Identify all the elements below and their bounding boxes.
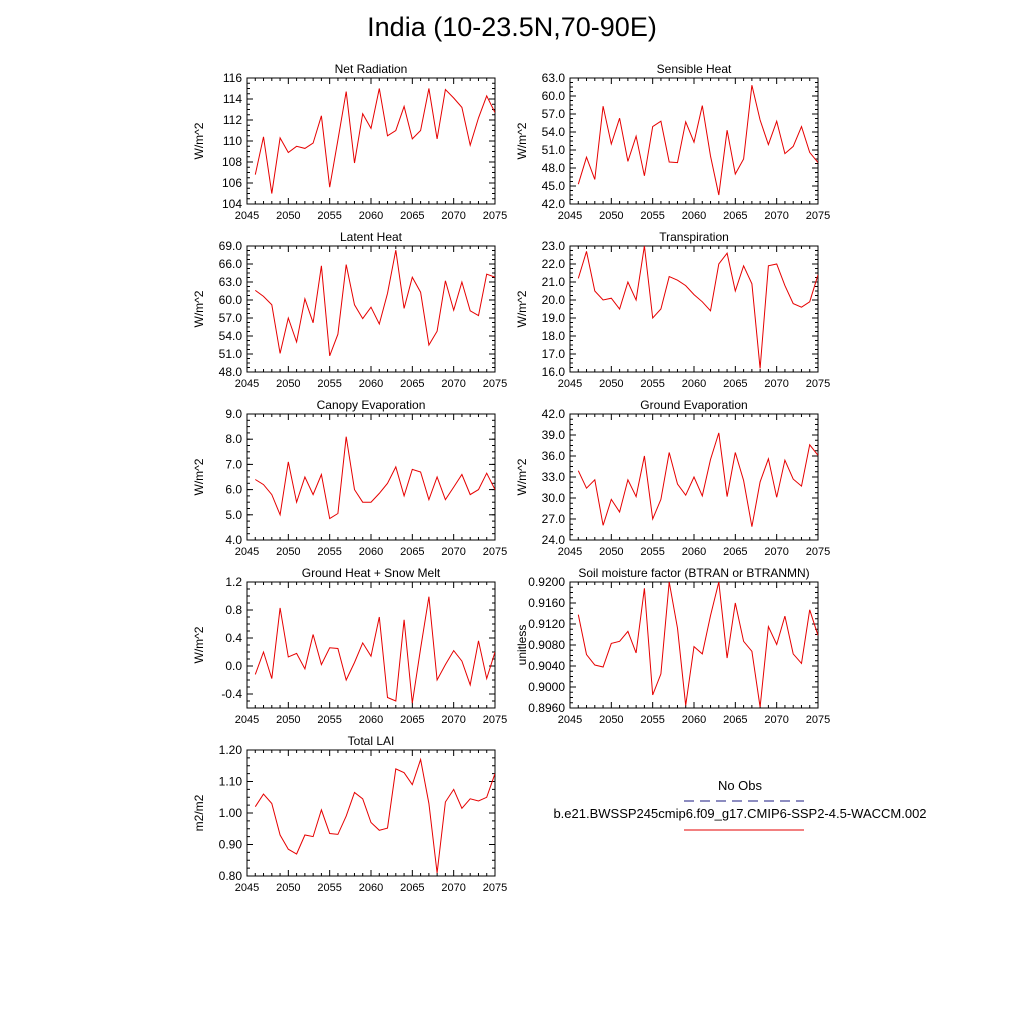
series-line: [255, 597, 495, 703]
x-tick-label: 2060: [358, 714, 384, 726]
y-tick-label: 42.0: [541, 197, 565, 211]
x-tick-label: 2075: [482, 714, 508, 726]
x-tick-label: 2075: [482, 546, 508, 558]
panel-title: Sensible Heat: [656, 62, 732, 76]
panel-8: [515, 566, 830, 726]
x-tick-label: 2070: [764, 210, 789, 222]
y-tick-label: 0.0: [225, 659, 242, 673]
x-tick-label: 2065: [400, 882, 425, 894]
x-tick-label: 2065: [723, 210, 748, 222]
x-tick-label: 2070: [441, 378, 466, 390]
y-tick-label: 18.0: [541, 329, 565, 343]
x-tick-label: 2045: [234, 378, 260, 390]
y-tick-label: 1.2: [225, 575, 242, 589]
plot-frame: [247, 78, 495, 204]
panel-title: Transpiration: [659, 230, 729, 244]
x-tick-label: 2050: [276, 714, 301, 726]
y-tick-label: 51.0: [541, 143, 565, 157]
x-tick-label: 2075: [805, 210, 831, 222]
y-tick-label: 54.0: [218, 329, 242, 343]
panel-2: [515, 62, 830, 222]
y-tick-label: 6.0: [225, 482, 242, 497]
y-tick-label: 0.9120: [528, 617, 565, 631]
series-line: [578, 246, 818, 368]
x-tick-label: 2055: [317, 714, 342, 726]
y-tick-label: 110: [222, 134, 242, 148]
x-tick-label: 2045: [557, 714, 583, 726]
y-tick-label: 1.20: [218, 743, 242, 757]
series-line: [578, 582, 818, 707]
series-line: [578, 85, 818, 195]
x-tick-label: 2055: [640, 378, 665, 390]
y-tick-label: 9.0: [225, 407, 242, 421]
x-tick-label: 2050: [276, 378, 301, 390]
y-tick-label: 22.0: [541, 257, 565, 271]
panel-3: [192, 230, 507, 390]
y-tick-label: 48.0: [218, 365, 242, 379]
x-tick-label: 2045: [234, 210, 260, 222]
figure-title: India (10-23.5N,70-90E): [367, 12, 657, 42]
y-tick-label: 66.0: [218, 257, 242, 271]
y-tick-label: 39.0: [541, 428, 565, 442]
x-tick-label: 2050: [276, 210, 301, 222]
series-line: [255, 437, 495, 519]
plot-frame: [247, 246, 495, 372]
y-tick-label: 60.0: [218, 293, 242, 307]
x-tick-label: 2075: [805, 714, 831, 726]
y-tick-label: 54.0: [541, 125, 565, 139]
x-tick-label: 2065: [723, 378, 748, 390]
x-tick-label: 2075: [805, 378, 831, 390]
plot-frame: [247, 582, 495, 708]
x-tick-label: 2060: [358, 210, 384, 222]
y-tick-label: 7.0: [225, 457, 242, 472]
x-tick-label: 2045: [234, 882, 260, 894]
plot-frame: [570, 582, 818, 708]
x-tick-label: 2060: [358, 882, 384, 894]
y-tick-label: 0.9160: [528, 596, 565, 610]
y-tick-label: 0.4: [225, 631, 242, 645]
x-tick-label: 2065: [400, 714, 425, 726]
y-tick-label: 57.0: [218, 311, 242, 325]
panel-title: Ground Evaporation: [640, 398, 748, 412]
y-axis-label: W/m^2: [515, 290, 529, 328]
plot-frame: [570, 246, 818, 372]
x-tick-label: 2050: [599, 546, 624, 558]
y-tick-label: 8.0: [225, 432, 242, 447]
y-tick-label: -0.4: [221, 687, 242, 701]
x-tick-label: 2055: [317, 882, 342, 894]
y-axis-label: W/m^2: [192, 290, 206, 328]
y-tick-label: 63.0: [218, 275, 242, 289]
panel-title: Canopy Evaporation: [316, 398, 426, 412]
y-tick-label: 27.0: [541, 512, 565, 526]
y-tick-label: 21.0: [541, 275, 565, 289]
y-tick-label: 0.90: [218, 837, 242, 852]
x-tick-label: 2055: [317, 546, 342, 558]
x-tick-label: 2045: [234, 546, 260, 558]
y-tick-label: 63.0: [541, 71, 565, 85]
y-axis-label: W/m^2: [192, 122, 206, 160]
panel-1: [192, 62, 507, 222]
x-tick-label: 2060: [681, 714, 707, 726]
x-tick-label: 2050: [276, 546, 301, 558]
panel-title: Net Radiation: [334, 62, 408, 76]
x-tick-label: 2060: [681, 378, 707, 390]
y-tick-label: 0.8: [225, 603, 242, 617]
y-tick-label: 0.9040: [528, 659, 565, 673]
panel-title: Soil moisture factor (BTRAN or BTRANMN): [578, 566, 810, 580]
y-tick-label: 48.0: [541, 161, 565, 175]
x-tick-label: 2050: [599, 378, 624, 390]
x-tick-label: 2070: [441, 714, 466, 726]
x-tick-label: 2050: [599, 714, 624, 726]
x-tick-label: 2055: [640, 546, 665, 558]
series-line: [255, 760, 495, 873]
y-tick-label: 0.8960: [528, 701, 565, 715]
y-tick-label: 106: [221, 176, 242, 190]
y-tick-label: 24.0: [541, 533, 565, 547]
plot-frame: [247, 750, 495, 876]
panel-title: Ground Heat + Snow Melt: [301, 566, 441, 580]
panel-5: [192, 398, 507, 558]
y-tick-label: 116: [222, 71, 242, 85]
x-tick-label: 2055: [640, 714, 665, 726]
y-tick-label: 1.00: [218, 806, 242, 820]
panel-title: Latent Heat: [339, 230, 403, 244]
y-tick-label: 0.9200: [528, 575, 565, 589]
x-tick-label: 2070: [441, 546, 466, 558]
y-tick-label: 17.0: [541, 347, 565, 361]
y-tick-label: 23.0: [541, 239, 565, 253]
panel-title: Total LAI: [347, 734, 395, 748]
x-tick-label: 2060: [358, 546, 384, 558]
panel-4: [515, 230, 830, 390]
x-tick-label: 2045: [557, 210, 583, 222]
x-tick-label: 2070: [764, 714, 789, 726]
x-tick-label: 2070: [764, 378, 789, 390]
y-tick-label: 108: [221, 155, 242, 169]
x-tick-label: 2045: [234, 714, 260, 726]
series-line: [255, 250, 495, 356]
y-tick-label: 60.0: [541, 89, 565, 103]
x-tick-label: 2050: [599, 210, 624, 222]
x-tick-label: 2065: [723, 714, 748, 726]
y-tick-label: 45.0: [541, 179, 565, 193]
y-tick-label: 19.0: [541, 311, 565, 325]
y-tick-label: 20.0: [541, 293, 565, 307]
x-tick-label: 2070: [764, 546, 789, 558]
y-tick-label: 33.0: [541, 470, 565, 484]
series-line: [255, 89, 495, 194]
y-axis-label: W/m^2: [192, 458, 206, 496]
y-tick-label: 16.0: [541, 365, 565, 379]
x-tick-label: 2045: [557, 378, 583, 390]
y-axis-label: W/m^2: [192, 626, 206, 664]
panel-6: [515, 398, 830, 558]
y-tick-label: 0.9080: [528, 638, 565, 652]
y-axis-label: m2/m2: [192, 794, 206, 832]
x-tick-label: 2045: [557, 546, 583, 558]
x-tick-label: 2060: [681, 210, 707, 222]
y-axis-label: W/m^2: [515, 122, 529, 160]
x-tick-label: 2050: [276, 882, 301, 894]
x-tick-label: 2075: [805, 546, 831, 558]
y-tick-label: 4.0: [225, 533, 242, 547]
y-tick-label: 69.0: [218, 239, 242, 253]
series-line: [578, 433, 818, 527]
y-tick-label: 1.10: [218, 774, 242, 789]
x-tick-label: 2065: [400, 210, 425, 222]
y-tick-label: 51.0: [218, 347, 242, 361]
legend-obs-label: No Obs: [717, 778, 763, 793]
y-tick-label: 5.0: [225, 507, 242, 522]
y-tick-label: 114: [222, 92, 242, 106]
y-tick-label: 104: [221, 197, 242, 211]
y-tick-label: 36.0: [541, 449, 565, 463]
x-tick-label: 2060: [681, 546, 707, 558]
y-axis-label: W/m^2: [515, 458, 529, 496]
y-tick-label: 57.0: [541, 107, 565, 121]
y-tick-label: 30.0: [541, 491, 565, 505]
x-tick-label: 2075: [482, 882, 508, 894]
panel-7: [192, 566, 507, 726]
x-tick-label: 2075: [482, 378, 508, 390]
y-tick-label: 0.9000: [528, 680, 565, 694]
x-tick-label: 2055: [317, 378, 342, 390]
y-axis-label: unitless: [515, 624, 529, 666]
plot-frame: [247, 414, 495, 540]
x-tick-label: 2055: [317, 210, 342, 222]
legend-case-label: b.e21.BWSSP245cmip6.f09_g17.CMIP6-SSP2-4.5-WACCM.002: [553, 806, 927, 821]
x-tick-label: 2060: [358, 378, 384, 390]
x-tick-label: 2065: [400, 546, 425, 558]
x-tick-label: 2075: [482, 210, 508, 222]
y-tick-label: 112: [222, 113, 242, 127]
y-tick-label: 0.80: [218, 869, 242, 883]
x-tick-label: 2055: [640, 210, 665, 222]
y-tick-label: 42.0: [541, 407, 565, 421]
x-tick-label: 2065: [400, 378, 425, 390]
x-tick-label: 2070: [441, 882, 466, 894]
x-tick-label: 2070: [441, 210, 466, 222]
x-tick-label: 2065: [723, 546, 748, 558]
panel-9: [192, 734, 507, 894]
